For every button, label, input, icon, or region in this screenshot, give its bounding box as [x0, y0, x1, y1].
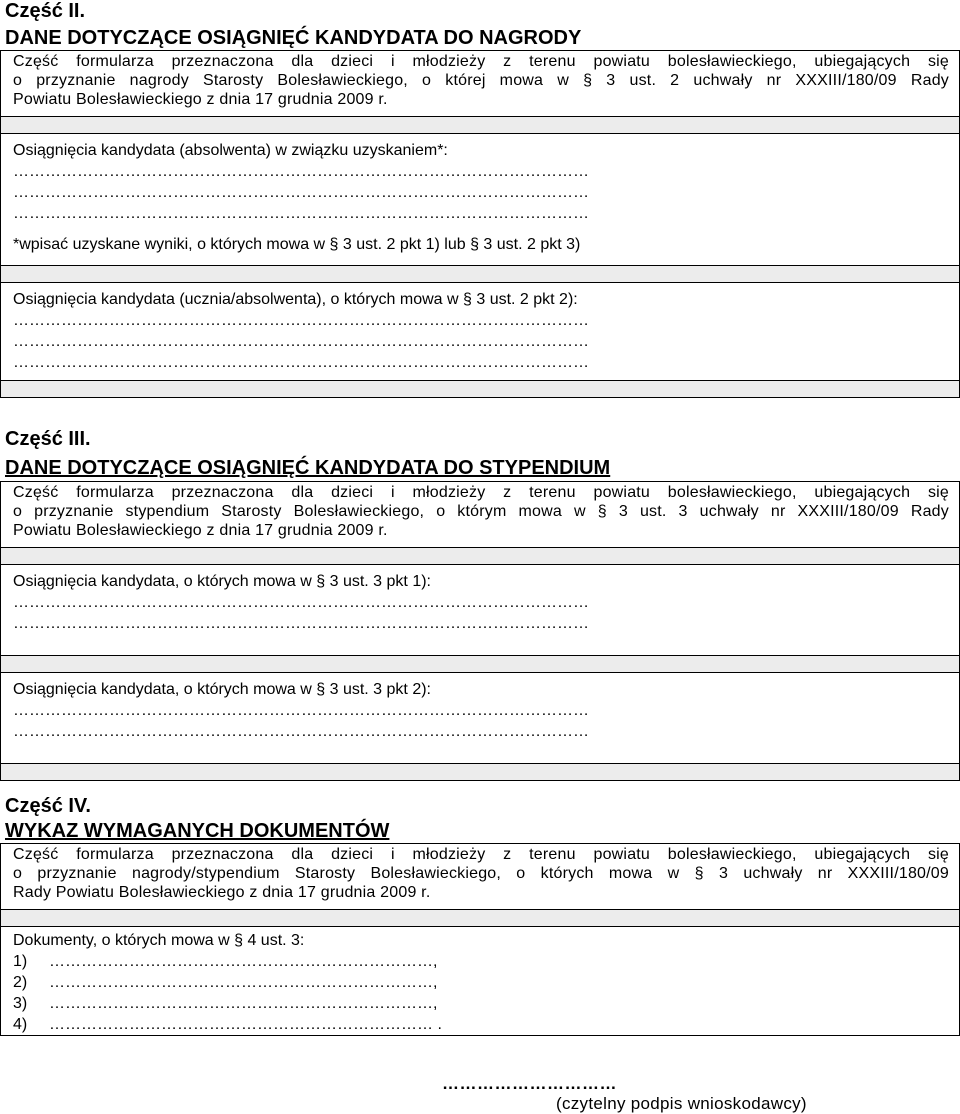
doc-item-3-dots[interactable]: ………………………………………………………………, [49, 995, 438, 1012]
part3-label: Część III. [5, 428, 91, 450]
part4-title: WYKAZ WYMAGANYCH DOKUMENTÓW [5, 820, 390, 842]
part2-title: DANE DOTYCZĄCE OSIĄGNIĘĆ KANDYDATA DO NAGRODY [5, 27, 582, 49]
part2-band-2 [0, 265, 960, 283]
part3-intro-line-1: Część formularza przeznaczona dla dzieci i młodzieży z terenu powiatu bolesławieckiego, ubiegających się [13, 484, 949, 501]
doc-item-1[interactable] [13, 951, 959, 972]
signature-line[interactable]: ………………………… [442, 1074, 617, 1093]
part3-band-3 [0, 763, 960, 781]
part3-title: DANE DOTYCZĄCE OSIĄGNIĘĆ KANDYDATA DO STYPENDIUM [5, 457, 611, 479]
part4-label: Część IV. [5, 795, 91, 817]
part2-intro-line-1: Część formularza przeznaczona dla dzieci i młodzieży z terenu powiatu bolesławieckiego, ubiegających się [13, 53, 949, 70]
part4-intro [0, 843, 960, 909]
part2-label: Część II. [5, 0, 86, 22]
part4-intro-line-3: Rady Powiatu Bolesławieckiego z dnia 17 grudnia 2009 r. [13, 884, 431, 901]
part3-block1-dots-2[interactable]: ……………………………………………………………………………………………… [13, 615, 589, 632]
part3-band-1 [0, 547, 960, 565]
doc-item-4-dots[interactable]: ……………………………………………………………… . [49, 1016, 442, 1033]
signature-label: (czytelny podpis wnioskodawcy) [556, 1094, 807, 1113]
part2-block2-dots-1[interactable]: ……………………………………………………………………………………………… [13, 312, 589, 329]
part2-block1-dots-3[interactable]: ……………………………………………………………………………………………… [13, 205, 589, 222]
part3-block1 [0, 565, 960, 655]
part3-block2-heading: Osiągnięcia kandydata, o których mowa w § 3 ust. 3 pkt 2): [13, 681, 431, 698]
part2-block2 [0, 283, 960, 380]
doc-item-4[interactable] [13, 1014, 959, 1035]
part2-block1-dots-2[interactable]: ……………………………………………………………………………………………… [13, 184, 589, 201]
doc-item-2[interactable] [13, 972, 959, 993]
part2-block2-dots-2[interactable]: ……………………………………………………………………………………………… [13, 333, 589, 350]
part4-intro-line-2: o przyznanie nagrody/stypendium Starosty Bolesławieckiego, o których mowa w § 3 uchwały nr XXXIII/180/09 [13, 865, 949, 882]
part2-intro [0, 50, 960, 116]
doc-item-2-dots[interactable]: ………………………………………………………………, [49, 974, 438, 991]
part2-block1 [0, 134, 960, 265]
doc-item-1-dots[interactable]: ………………………………………………………………, [49, 953, 438, 970]
part4-bottom-rule [0, 1035, 960, 1036]
doc-item-1-num: 1) [13, 953, 28, 970]
part4-docs [0, 927, 960, 1035]
part3-block2-dots-1[interactable]: ……………………………………………………………………………………………… [13, 702, 589, 719]
part3-intro-line-3: Powiatu Bolesławieckiego z dnia 17 grudnia 2009 r. [13, 522, 388, 539]
part2-block1-dots-1[interactable]: ……………………………………………………………………………………………… [13, 163, 589, 180]
part2-intro-line-2: o przyznanie nagrody Starosty Bolesławieckiego, o której mowa w § 3 ust. 2 uchwały nr XXXIII/180/09 Rady [13, 72, 949, 89]
part2-block2-dots-3[interactable]: ……………………………………………………………………………………………… [13, 354, 589, 371]
part2-band-1 [0, 116, 960, 134]
part3-intro-line-2: o przyznanie stypendium Starosty Bolesławieckiego, o którym mowa w § 3 ust. 3 uchwały nr XXXIII/180/09 Rady [13, 503, 949, 520]
part3-block2-dots-2[interactable]: ……………………………………………………………………………………………… [13, 723, 589, 740]
doc-item-4-num: 4) [13, 1016, 28, 1033]
part2-band-3 [0, 380, 960, 398]
part3-band-2 [0, 655, 960, 673]
part4-band-1 [0, 909, 960, 927]
part2-intro-line-3: Powiatu Bolesławieckiego z dnia 17 grudnia 2009 r. [13, 91, 388, 108]
part4-docs-heading: Dokumenty, o których mowa w § 4 ust. 3: [13, 932, 305, 949]
doc-item-3[interactable] [13, 993, 959, 1014]
part2-block1-note: *wpisać uzyskane wyniki, o których mowa w § 3 ust. 2 pkt 1) lub § 3 ust. 2 pkt 3) [13, 236, 581, 253]
part3-block1-dots-1[interactable]: ……………………………………………………………………………………………… [13, 594, 589, 611]
part3-intro [0, 481, 960, 547]
doc-item-3-num: 3) [13, 995, 28, 1012]
doc-item-2-num: 2) [13, 974, 28, 991]
part3-block2 [0, 673, 960, 763]
part3-block1-heading: Osiągnięcia kandydata, o których mowa w § 3 ust. 3 pkt 1): [13, 573, 431, 590]
part2-block2-heading: Osiągnięcia kandydata (ucznia/absolwenta), o których mowa w § 3 ust. 2 pkt 2): [13, 291, 578, 308]
part4-intro-line-1: Część formularza przeznaczona dla dzieci i młodzieży z terenu powiatu bolesławieckiego, ubiegających się [13, 846, 949, 863]
part2-block1-heading: Osiągnięcia kandydata (absolwenta) w związku uzyskaniem*: [13, 142, 448, 159]
